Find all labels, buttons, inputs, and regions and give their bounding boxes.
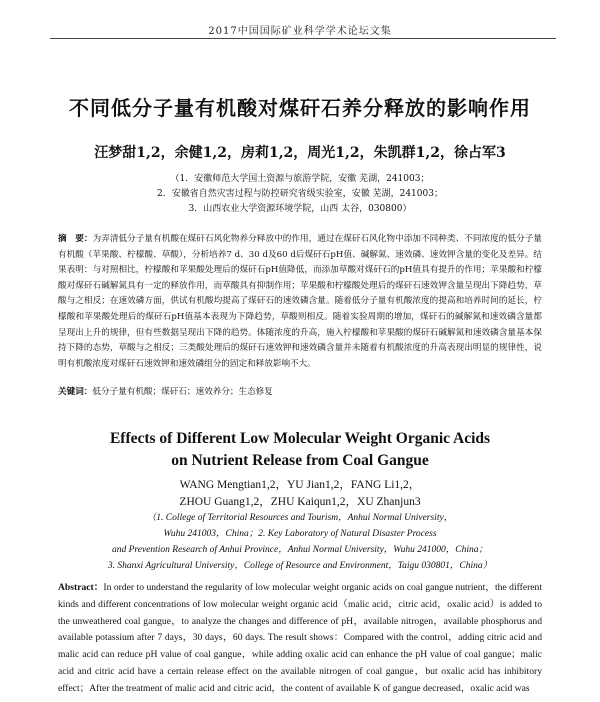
chinese-abstract [58, 232, 542, 372]
chinese-keywords-label: 关键词： [58, 387, 93, 397]
english-title-line-2: on Nutrient Release from Coal Gangue [171, 452, 429, 469]
chinese-keywords [58, 385, 542, 399]
english-affiliation-2: Wuhu 241003，China；2. Key Laboratory of Natural Disaster Process [163, 529, 437, 539]
english-abstract-label: Abstract： [58, 582, 104, 593]
english-affiliation-1: （1. College of Territorial Resources and Tourism，Anhui Normal University， [146, 513, 454, 523]
header-rule [50, 38, 556, 39]
english-affiliation-4: 3. Shanxi Agricultural University，College of Resource and Environment，Taigu 030801，China） [107, 561, 493, 571]
chinese-affiliation-1: （1．安徽师范大学国土资源与旅游学院，安徽 芜湖，241003； [170, 174, 430, 184]
running-header: 2017中国国际矿业科学学术论坛文集 [208, 26, 392, 37]
english-affiliation-3: and Prevention Research of Anhui Province，Anhui Normal University，Wuhu 241000，China； [111, 545, 489, 555]
chinese-keywords-text: 低分子量有机酸；煤矸石；速效养分；生态修复 [92, 387, 273, 397]
chinese-title: 不同低分子量有机酸对煤矸石养分释放的影响作用 [69, 96, 531, 120]
english-abstract [58, 580, 542, 698]
english-authors-line-1: WANG Mengtian1,2，YU Jian1,2，FANG Li1,2， [179, 479, 421, 491]
english-authors-line-2: ZHOU Guang1,2，ZHU Kaiqun1,2，XU Zhanjun3 [179, 496, 421, 508]
english-abstract-text: In order to understand the regularity of low molecular weight organic acids on coal gangue nutrient，the different kinds and different concentrations of low molecular weight organic acid（malic acid，citric acid，oxalic acid）is added to the unweathered coal gangue，to analyze the changes and difference of pH，available nitrogen，available phosphorus and available potassium after 7 days，30 days，60 days. The result shows：Compared with the control，adding citric acid and malic acid can reduce pH value of coal gangue，while adding oxalic acid can enhance the pH value of coal gangue；malic acid and citric acid have a certain release effect on the available nitrogen of coal gangue，but oxalic acid has inhibitory effect；After the treatment of malic acid and citric acid，the content of available K of gangue decreased，oxalic acid was [58, 582, 542, 694]
chinese-affiliation-2: 2．安徽省自然灾害过程与防控研究省级实验室，安徽 芜湖，241003； [157, 189, 443, 199]
chinese-abstract-label: 摘 要： [58, 234, 93, 244]
chinese-affiliation-3: 3．山西农业大学资源环境学院，山西 太谷，030800） [188, 204, 412, 214]
chinese-abstract-text: 为弄清低分子量有机酸在煤矸石风化物养分释放中的作用，通过在煤矸石风化物中添加不同种类、不同浓度的低分子量有机酸（苹果酸、柠檬酸、草酸），分析培养7 d、30 d及60 d后煤矸石pH值、碱解氮、速效磷、速效钾含量的变化及差异。结果表明：与对照相比，柠檬酸和苹果酸处理后的煤矸石pH值降低，而添加草酸对煤矸石的pH值具有提升的作用；苹果酸和柠檬酸对煤矸石碱解氮具有一定的释放作用，而草酸具有抑制作用；苹果酸和柠檬酸处理后的煤矸石速效钾含量呈现出下降趋势，草酸与之相反；在速效磷方面，供试有机酸均提高了煤矸石的速效磷含量。随着低分子量有机酸浓度的提高和培养时间的延长，柠檬酸和苹果酸处理后的煤矸石pH值基本表现为下降趋势，草酸则相反。随着实验周期的增加，煤矸石的碱解氮和速效磷含量都呈现出上升的规律，但有些数据呈现出下降的趋势。体随浓度的升高，施入柠檬酸和苹果酸的煤矸石碱解氮和速效磷含量基本保持下降的态势，草酸与之相反；三类酸处理后的煤矸石速效钾和速效磷含量并未随着有机酸浓度的升高表现出明显的规律性，说明有机酸浓度对煤矸石速效钾和速效磷组分的固定和释放影响不大。 [58, 234, 542, 369]
chinese-authors: 汪梦甜1,2，余健1,2，房莉1,2，周光1,2，朱凯群1,2，徐占军3 [94, 145, 506, 161]
english-title-line-1: Effects of Different Low Molecular Weight Organic Acids [109, 430, 491, 447]
